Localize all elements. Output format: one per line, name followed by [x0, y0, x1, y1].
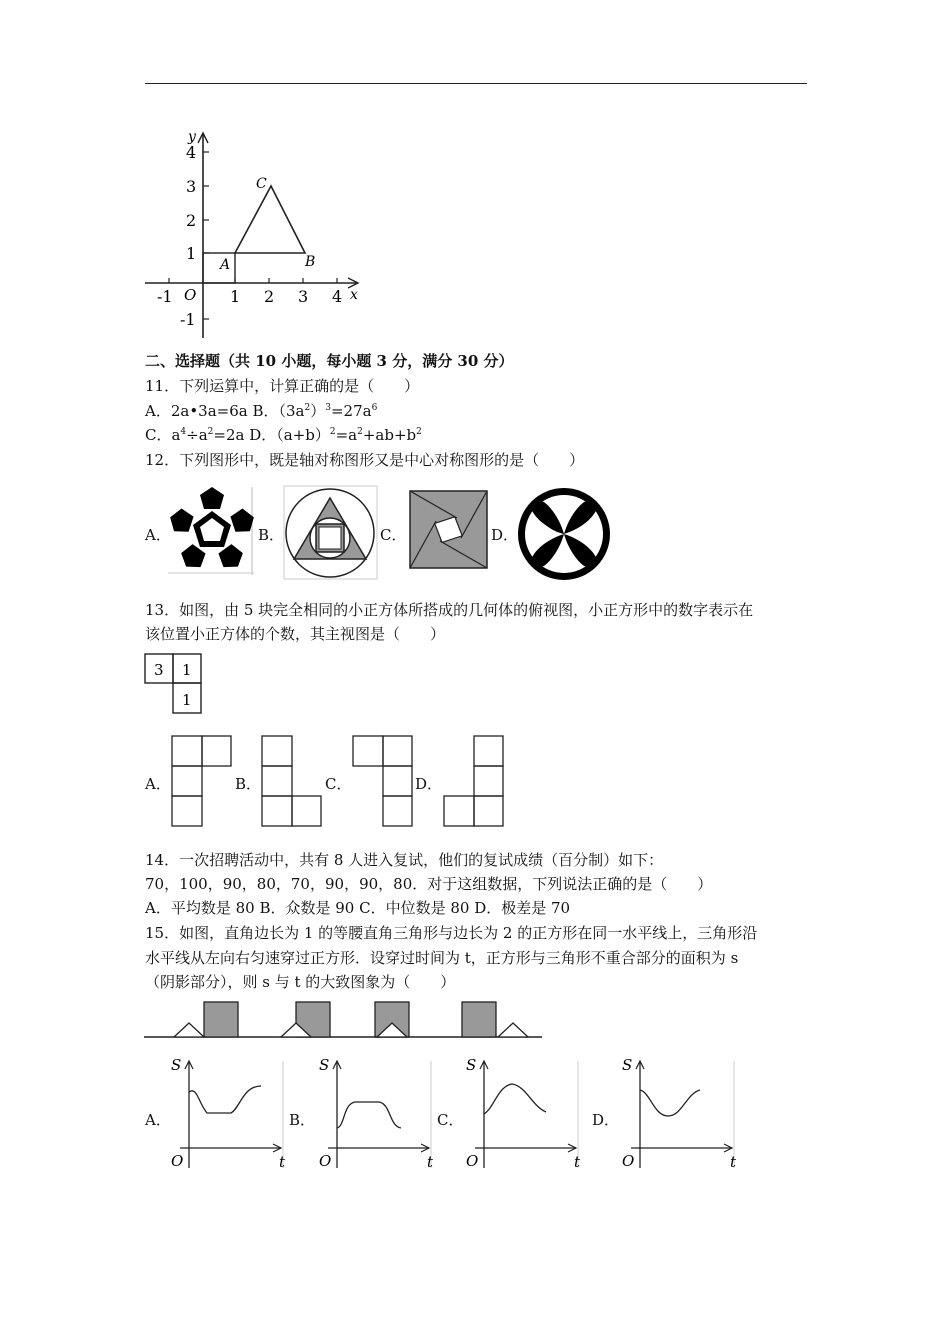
- x-axis-label: x: [350, 287, 358, 303]
- q13-stem-1: 13．如图，由 5 块完全相同的小正方体所搭成的几何体的俯视图，小正方形中的数字表示在: [145, 601, 754, 619]
- graph-x-label: t: [574, 1153, 581, 1171]
- q12-stem: 12．下列图形中，既是轴对称图形又是中心对称图形的是（ ）: [145, 451, 585, 469]
- q15-graph-c: [460, 1056, 590, 1171]
- x-tick: 2: [264, 287, 275, 306]
- y-axis-label: y: [188, 129, 196, 145]
- q11-options-cd: C．$a^4\div a^2=2a$ D．$(a+b)^2=a^2+ab+b^2$: [145, 426, 422, 444]
- q13-label-c: C．: [325, 775, 352, 793]
- origin-label: O: [184, 286, 197, 304]
- q13-option-a-view: [171, 735, 233, 829]
- q15-graph-b: [313, 1056, 443, 1171]
- q13-label-a: A．: [145, 775, 171, 793]
- q12-label-c: C．: [380, 526, 407, 544]
- q15-label-a: A．: [145, 1111, 171, 1129]
- q13-stem-2: 该位置小正方体的个数，其主视图是（ ）: [145, 625, 446, 643]
- x-tick: -1: [157, 287, 173, 306]
- q15-label-b: B．: [289, 1111, 316, 1129]
- header-rule: [145, 83, 807, 84]
- q15-graph-a: [165, 1056, 295, 1171]
- grid-cell-value: 1: [182, 691, 192, 709]
- q15-stem-1: 15．如图，直角边长为 1 的等腰直角三角形与边长为 2 的正方形在同一水平线上，三角形沿: [145, 924, 758, 942]
- graph-y-label: S: [622, 1056, 633, 1074]
- q13-option-b-view: [261, 735, 323, 829]
- y-tick: 1: [186, 244, 197, 263]
- q14-stem-1: 14．一次招聘活动中，共有 8 人进入复试，他们的复试成绩（百分制）如下：: [145, 851, 664, 869]
- q15-label-d: D．: [592, 1111, 620, 1129]
- q11-options-ab: A．2a•3a=6a B．$(3a^2)^3=27a^6$: [145, 402, 378, 420]
- q13-label-d: D．: [415, 775, 443, 793]
- q12-figure-d-circle-petals: [518, 488, 612, 582]
- point-a-label: A: [220, 257, 231, 273]
- grid-cell-value: 1: [182, 661, 192, 679]
- q13-option-d-view: [443, 735, 505, 829]
- graph-x-label: t: [427, 1153, 434, 1171]
- q13-label-b: B．: [235, 775, 262, 793]
- y-tick: 2: [186, 211, 197, 230]
- graph-origin: O: [319, 1152, 332, 1170]
- x-tick: 1: [230, 287, 241, 306]
- section-title: 二、选择题（共 10 小题，每小题 3 分，满分 30 分）: [145, 352, 514, 370]
- graph-x-label: t: [279, 1153, 286, 1171]
- q14-options: A．平均数是 80 B．众数是 90 C．中位数是 80 D．极差是 70: [145, 899, 571, 917]
- point-b-label: B: [305, 254, 316, 270]
- graph-origin: O: [466, 1152, 479, 1170]
- y-tick: -1: [180, 310, 196, 329]
- q13-option-c-view: [352, 735, 414, 829]
- graph-y-label: S: [466, 1056, 477, 1074]
- graph-origin: O: [622, 1152, 635, 1170]
- x-tick: 4: [332, 287, 343, 306]
- q12-figure-b-circle-triangle: [284, 486, 378, 580]
- graph-y-label: S: [171, 1056, 182, 1074]
- q12-label-d: D．: [491, 526, 519, 544]
- x-tick: 3: [298, 287, 309, 306]
- q14-stem-2: 70，100，90，80，70，90，90，80．对于这组数据，下列说法正确的是（ ）: [145, 875, 713, 893]
- y-tick: 3: [186, 177, 197, 196]
- graph-x-label: t: [730, 1153, 737, 1171]
- point-c-label: C: [256, 176, 267, 192]
- q15-stem-3: （阴影部分），则 s 与 t 的大致图象为（ ）: [145, 973, 456, 991]
- q15-motion-strip: [144, 1000, 544, 1040]
- graph-origin: O: [171, 1152, 184, 1170]
- q15-graph-d: [616, 1056, 746, 1171]
- q12-figure-c-square-pinwheel: [409, 490, 489, 570]
- q15-label-c: C．: [437, 1111, 464, 1129]
- q13-top-view-grid: [144, 653, 206, 717]
- grid-cell-value: 3: [154, 661, 164, 679]
- y-tick: 4: [186, 143, 197, 162]
- q15-stem-2: 水平线从左向右匀速穿过正方形．设穿过时间为 t，正方形与三角形不重合部分的面积为 s: [145, 949, 739, 967]
- q12-figure-a-pentagons: [168, 487, 254, 577]
- coordinate-figure: [140, 128, 360, 338]
- graph-y-label: S: [319, 1056, 330, 1074]
- q11-stem: 11．下列运算中，计算正确的是（ ）: [145, 377, 420, 395]
- q12-label-a: A．: [145, 526, 171, 544]
- q12-label-b: B．: [258, 526, 285, 544]
